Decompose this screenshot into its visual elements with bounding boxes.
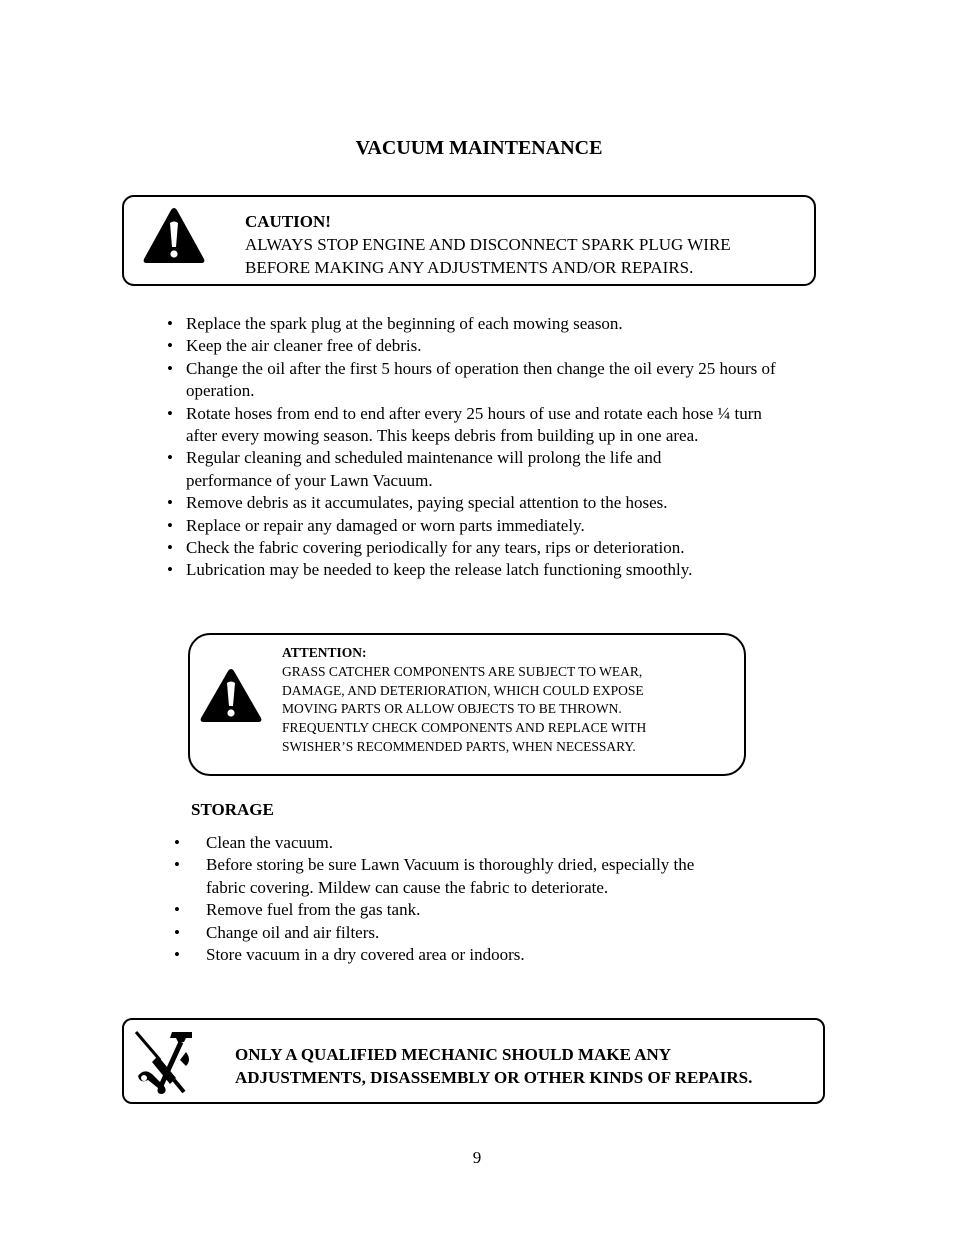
list-item: • Remove fuel from the gas tank.: [206, 899, 766, 921]
list-item: • Keep the air cleaner free of debris.: [186, 335, 796, 357]
attention-line: FREQUENTLY CHECK COMPONENTS AND REPLACE WITH: [282, 720, 647, 736]
list-item: • Replace the spark plug at the beginning of each mowing season.: [186, 313, 796, 335]
mechanic-line: ONLY A QUALIFIED MECHANIC SHOULD MAKE ANY: [235, 1045, 672, 1064]
list-item: • Store vacuum in a dry covered area or indoors.: [206, 944, 766, 966]
caution-line: ALWAYS STOP ENGINE AND DISCONNECT SPARK PLUG WIRE: [245, 235, 731, 254]
storage-heading: STORAGE: [191, 800, 274, 819]
caution-heading: CAUTION!: [245, 212, 331, 231]
mechanic-line: ADJUSTMENTS, DISASSEMBLY OR OTHER KINDS OF REPAIRS.: [235, 1068, 753, 1087]
tools-icon: [130, 1026, 198, 1096]
attention-text: [282, 644, 646, 757]
list-item: • Change the oil after the first 5 hours of operation then change the oil every 25 hours of operation.: [186, 358, 776, 403]
list-item: • Remove debris as it accumulates, paying special attention to the hoses.: [186, 492, 796, 514]
list-item: • Regular cleaning and scheduled maintenance will prolong the life and performance of your Lawn Vacuum.: [186, 447, 726, 492]
list-item: • Clean the vacuum.: [206, 832, 766, 854]
caution-text: [245, 210, 731, 279]
list-item: • Lubrication may be needed to keep the release latch functioning smoothly.: [186, 559, 796, 581]
caution-line: BEFORE MAKING ANY ADJUSTMENTS AND/OR REPAIRS.: [245, 258, 694, 277]
attention-heading: ATTENTION:: [282, 645, 367, 660]
attention-line: DAMAGE, AND DETERIORATION, WHICH COULD EXPOSE: [282, 682, 644, 698]
storage-list: [206, 832, 766, 966]
attention-line: GRASS CATCHER COMPONENTS ARE SUBJECT TO WEAR,: [282, 663, 643, 679]
list-item: • Rotate hoses from end to end after every 25 hours of use and rotate each hose ¼ turn after every mowing season. This keeps debris from building up in one area.: [186, 403, 781, 448]
page-number: 9: [472, 1148, 482, 1167]
maintenance-list: [186, 313, 796, 582]
attention-line: MOVING PARTS OR ALLOW OBJECTS TO BE THROWN.: [282, 701, 622, 717]
warning-triangle-icon: [198, 667, 264, 725]
list-item: • Before storing be sure Lawn Vacuum is thoroughly dried, especially the fabric covering. Mildew can cause the fabric to deteriorate.: [206, 854, 726, 899]
mechanic-warning-text: [235, 1043, 752, 1089]
list-item: • Replace or repair any damaged or worn parts immediately.: [186, 515, 796, 537]
list-item: • Change oil and air filters.: [206, 922, 766, 944]
page-title: VACUUM MAINTENANCE: [355, 137, 603, 159]
attention-line: SWISHER’S RECOMMENDED PARTS, WHEN NECESSARY.: [282, 738, 636, 754]
warning-triangle-icon: [141, 206, 207, 266]
list-item: • Check the fabric covering periodically for any tears, rips or deterioration.: [186, 537, 796, 559]
